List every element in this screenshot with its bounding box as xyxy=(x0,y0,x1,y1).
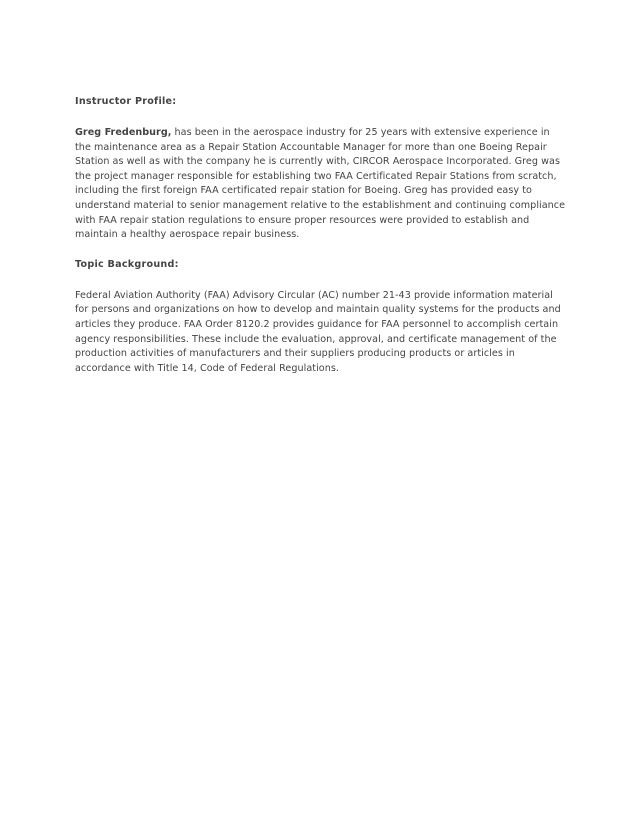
spacer xyxy=(75,243,567,258)
topic-background-paragraph: Federal Aviation Authority (FAA) Advisory Circular (AC) number 21-43 provide information material for persons and organizations on how to develop and maintain quality systems for the products and articles they produce. FAA Order 8120.2 provides guidance for FAA personnel to accomplish certain agency responsibilities. These include the evaluation, approval, and certificate management of the production activities of manufacturers and their suppliers producing products or articles in accordance with Title 14, Code of Federal Regulations. xyxy=(75,289,561,374)
instructor-profile-heading: Instructor Profile: xyxy=(75,96,177,107)
instructor-bio-paragraph xyxy=(75,126,567,243)
spacer xyxy=(75,109,567,126)
instructor-bio-text: has been in the aerospace industry for 25 years with extensive experience in the maintenance area as a Repair Station Accountable Manager for more than one Boeing Repair Station as well as with the company he is currently with, CIRCOR Aerospace Incorporated. Greg was the project manager responsible for establishing two FAA Certificated Repair Stations from scratch, including the first foreign FAA certificated repair station for Boeing. Greg has provided easy to understand material to senior management relative to the establishment and continuing compliance with FAA repair station regulations to ensure proper resources were provided to establish and maintain a healthy aerospace repair business. xyxy=(75,127,566,241)
document-page xyxy=(75,95,567,376)
topic-background-heading: Topic Background: xyxy=(75,258,179,270)
spacer xyxy=(75,272,567,289)
instructor-name: Greg Fredenburg, xyxy=(75,127,172,138)
